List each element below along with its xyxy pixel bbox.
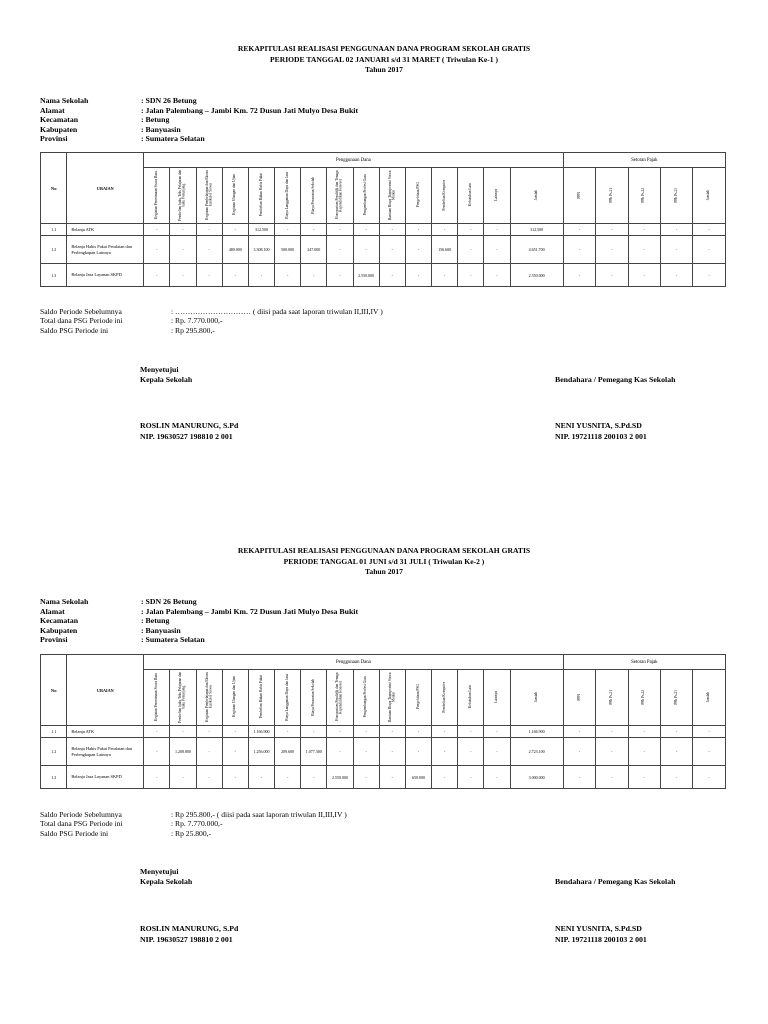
amount-cell: - bbox=[379, 738, 405, 766]
amount-cell: - bbox=[432, 264, 458, 287]
info-label: Provinsi bbox=[40, 635, 68, 645]
col-header bbox=[170, 168, 196, 224]
col-header-label: Bantuan Biaya Transportasi Siswa Miskin bbox=[387, 672, 396, 722]
amount-cell: - bbox=[170, 766, 196, 789]
tax-cell: - bbox=[628, 766, 660, 789]
amount-cell: 3.308.100 bbox=[248, 236, 274, 264]
col-header-label: Pembelian Komputer bbox=[441, 179, 446, 211]
amount-cell: 480.000 bbox=[222, 236, 248, 264]
amount-cell: - bbox=[405, 264, 431, 287]
col-header bbox=[379, 670, 405, 726]
report-period: PERIODE TANGGAL 01 JUNI s/d 31 JULI ( Triwulan Ke-2 ) bbox=[283, 556, 485, 566]
amount-cell: 2.550.000 bbox=[510, 264, 563, 287]
col-header-label: Honorarium Pendidik dan Tenaga Kependidikan Honorer bbox=[335, 170, 343, 220]
col-header-label: Lainnya bbox=[494, 189, 499, 201]
amount-cell: - bbox=[222, 766, 248, 789]
saldo-label: Total dana PSG Periode ini bbox=[40, 316, 123, 326]
treasurer-nip: NIP. 19721118 200103 2 001 bbox=[555, 432, 647, 441]
amount-cell: 650.000 bbox=[405, 766, 431, 789]
col-header bbox=[353, 168, 379, 224]
col-header bbox=[222, 670, 248, 726]
amount-cell: - bbox=[144, 224, 170, 236]
school-info bbox=[40, 597, 358, 645]
school-info bbox=[40, 96, 358, 144]
saldo-value: : Rp 295.800,- bbox=[171, 325, 215, 335]
saldo-label: Total dana PSG Periode ini bbox=[40, 819, 123, 829]
saldo-block bbox=[40, 307, 383, 335]
amount-cell: - bbox=[275, 264, 301, 287]
treasurer-name: NENI YUSNITA, S.Pd.SD bbox=[555, 924, 642, 933]
col-header-label: Kegiatan Pembelajaran dan Ekstra kurikuler Siswa bbox=[204, 672, 213, 722]
amount-cell: 1.166.900 bbox=[248, 726, 274, 738]
info-value: : SDN 26 Betung bbox=[141, 597, 197, 606]
col-header-label: Biaya Perawatan Sekolah bbox=[311, 678, 315, 716]
amount-cell: - bbox=[222, 224, 248, 236]
amount-cell: - bbox=[144, 766, 170, 789]
amount-cell: - bbox=[222, 738, 248, 766]
col-uraian: URAIAN bbox=[67, 153, 144, 224]
col-header-label: Lainnya bbox=[494, 691, 499, 703]
report-year: Tahun 2017 bbox=[365, 65, 403, 75]
amount-cell: - bbox=[458, 766, 484, 789]
amount-cell: - bbox=[248, 264, 274, 287]
col-header-label: Pembelian Komputer bbox=[441, 681, 446, 713]
row-uraian: Belanja ATK bbox=[67, 726, 144, 738]
tax-cell: - bbox=[596, 766, 628, 789]
col-header-label: Kegiatan Penerimaan Siswa Baru bbox=[153, 170, 158, 220]
amount-cell: - bbox=[484, 766, 510, 789]
header-row bbox=[41, 670, 726, 726]
col-header-label: Kebutuhan Lain bbox=[468, 685, 473, 709]
report-title: REKAPITULASI REALISASI PENGGUNAAN DANA PROGRAM SEKOLAH GRATIS bbox=[237, 546, 531, 555]
info-label: Kabupaten bbox=[40, 124, 78, 134]
tax-cell: - bbox=[693, 738, 726, 766]
amount-cell: - bbox=[458, 236, 484, 264]
amount-cell: - bbox=[484, 224, 510, 236]
amount-cell: - bbox=[275, 766, 301, 789]
table-row bbox=[41, 236, 726, 264]
info-label: Nama Sekolah bbox=[40, 597, 89, 606]
table-row bbox=[41, 264, 726, 287]
row-number: 1.3 bbox=[41, 766, 67, 789]
tax-col-header-label: PPh Ps.21 bbox=[609, 689, 614, 705]
amount-cell: - bbox=[405, 738, 431, 766]
col-header-label: Pengembangan Profesi Guru bbox=[363, 174, 368, 216]
col-header bbox=[222, 168, 248, 224]
table-row bbox=[41, 726, 726, 738]
tax-cell: - bbox=[563, 766, 595, 789]
tax-col-header bbox=[563, 168, 595, 224]
amount-cell: - bbox=[170, 236, 196, 264]
row-number: 1.2 bbox=[41, 236, 67, 264]
col-header bbox=[510, 168, 563, 224]
tax-col-header bbox=[661, 168, 693, 224]
amount-cell: - bbox=[222, 726, 248, 738]
info-value: : SDN 26 Betung bbox=[141, 96, 197, 105]
head-nip: NIP. 19630527 198810 2 001 bbox=[140, 935, 233, 944]
info-label: Kecamatan bbox=[40, 115, 79, 125]
tax-cell: - bbox=[693, 264, 726, 287]
saldo-value: : Rp 25.800,- bbox=[171, 828, 212, 838]
col-header-label: Kegiatan Penerimaan Siswa Baru bbox=[153, 672, 158, 722]
tax-col-header-label: PPN bbox=[576, 693, 581, 701]
col-header bbox=[144, 168, 170, 224]
group-setoran-pajak: Setoran Pajak bbox=[563, 655, 725, 670]
col-header-label: Kegiatan Pembelajaran dan Ekstra kurikuler Siswa bbox=[204, 170, 213, 220]
amount-cell: - bbox=[301, 766, 327, 789]
col-header bbox=[405, 168, 431, 224]
tax-cell: - bbox=[563, 264, 595, 287]
approve-label: Menyetujui bbox=[140, 365, 179, 374]
tax-col-header-label: PPh Ps.23 bbox=[673, 187, 678, 203]
tax-cell: - bbox=[661, 738, 693, 766]
col-header bbox=[379, 168, 405, 224]
col-header-label: Pembelian Bahan Habis Pakai bbox=[258, 675, 263, 719]
amount-cell: - bbox=[432, 726, 458, 738]
col-header bbox=[248, 670, 274, 726]
col-header bbox=[484, 670, 510, 726]
group-penggunaan-dana: Penggunaan Dana bbox=[144, 153, 563, 168]
table-row bbox=[41, 738, 726, 766]
amount-cell: - bbox=[353, 236, 379, 264]
amount-cell: - bbox=[327, 726, 353, 738]
col-header-label: Biaya Perawatan Sekolah bbox=[311, 176, 315, 214]
header-row bbox=[41, 168, 726, 224]
group-setoran-pajak: Setoran Pajak bbox=[563, 153, 725, 168]
amount-cell: 209.600 bbox=[275, 738, 301, 766]
amount-cell: - bbox=[458, 224, 484, 236]
tax-cell: - bbox=[563, 236, 595, 264]
col-header bbox=[458, 168, 484, 224]
amount-cell: - bbox=[327, 236, 353, 264]
tax-col-header-label: PPN bbox=[576, 191, 581, 199]
tax-cell: - bbox=[596, 738, 628, 766]
expense-table bbox=[40, 152, 726, 287]
tax-cell: - bbox=[563, 738, 595, 766]
table-body bbox=[41, 224, 726, 287]
tax-col-header bbox=[596, 168, 628, 224]
col-header-label: Kegiatan Ulangan dan Ujian bbox=[232, 676, 237, 718]
col-header bbox=[327, 168, 353, 224]
info-label: Kecamatan bbox=[40, 616, 79, 626]
tax-col-header bbox=[661, 670, 693, 726]
tax-col-header bbox=[693, 670, 726, 726]
amount-cell: - bbox=[353, 726, 379, 738]
tax-cell: - bbox=[628, 264, 660, 287]
col-header bbox=[275, 670, 301, 726]
amount-cell: - bbox=[327, 738, 353, 766]
amount-cell: - bbox=[379, 264, 405, 287]
col-header-label: Pengembangan Profesi Guru bbox=[363, 676, 368, 718]
tax-col-header-label: Jumlah bbox=[706, 189, 711, 201]
col-header bbox=[405, 670, 431, 726]
amount-cell: - bbox=[405, 236, 431, 264]
amount-cell: - bbox=[379, 224, 405, 236]
amount-cell: - bbox=[353, 224, 379, 236]
table-body bbox=[41, 726, 726, 789]
amount-cell: - bbox=[458, 264, 484, 287]
tax-cell: - bbox=[628, 726, 660, 738]
amount-cell: - bbox=[144, 264, 170, 287]
col-no: No bbox=[41, 153, 67, 224]
head-title: Kepala Sekolah bbox=[140, 375, 193, 384]
saldo-value: : Rp. 7.770.000,- bbox=[171, 316, 223, 326]
row-number: 1.1 bbox=[41, 726, 67, 738]
amount-cell: 1.256.000 bbox=[248, 738, 274, 766]
amount-cell: - bbox=[301, 224, 327, 236]
tax-col-header bbox=[563, 670, 595, 726]
group-penggunaan-dana: Penggunaan Dana bbox=[144, 655, 563, 670]
tax-col-header bbox=[596, 670, 628, 726]
col-header bbox=[144, 670, 170, 726]
tax-col-header-label: PPh Ps.22 bbox=[641, 187, 646, 203]
amount-cell: - bbox=[144, 236, 170, 264]
saldo-label: Saldo PSG Periode ini bbox=[40, 325, 109, 335]
amount-cell: 247.000 bbox=[301, 236, 327, 264]
info-value: : Banyuasin bbox=[141, 124, 181, 134]
col-header-label: Bantuan Biaya Transportasi Siswa Miskin bbox=[387, 170, 396, 220]
col-header-label: Kebutuhan Lain bbox=[468, 183, 473, 207]
col-header-label: Kegiatan Ulangan dan Ujian bbox=[232, 174, 237, 216]
row-uraian: Belanja ATK bbox=[67, 224, 144, 236]
col-header bbox=[353, 670, 379, 726]
expense-table bbox=[40, 654, 726, 789]
info-label: Alamat bbox=[40, 606, 65, 616]
tax-cell: - bbox=[563, 224, 595, 236]
col-no: No bbox=[41, 655, 67, 726]
info-label: Provinsi bbox=[40, 134, 68, 144]
tax-col-header bbox=[693, 168, 726, 224]
table-row bbox=[41, 766, 726, 789]
tax-cell: - bbox=[661, 726, 693, 738]
amount-cell: - bbox=[196, 264, 222, 287]
treasurer-title: Bendahara / Pemegang Kas Sekolah bbox=[555, 877, 676, 886]
amount-cell: - bbox=[196, 766, 222, 789]
tax-col-header bbox=[628, 168, 660, 224]
col-header-label: Biaya Langganan Daya dan Jasa bbox=[284, 171, 289, 219]
amount-cell: - bbox=[353, 738, 379, 766]
amount-cell: 2.550.000 bbox=[353, 264, 379, 287]
row-uraian: Belanja Habis Pakai Peralatan dan Perlengkapan Lainnya bbox=[67, 236, 144, 264]
tax-cell: - bbox=[628, 236, 660, 264]
col-header bbox=[301, 670, 327, 726]
tax-col-header-label: PPh Ps.22 bbox=[641, 689, 646, 705]
treasurer-title: Bendahara / Pemegang Kas Sekolah bbox=[555, 375, 676, 384]
info-value: : Betung bbox=[141, 616, 170, 626]
info-label: Nama Sekolah bbox=[40, 96, 89, 105]
tax-cell: - bbox=[628, 738, 660, 766]
col-header bbox=[484, 168, 510, 224]
treasurer-nip: NIP. 19721118 200103 2 001 bbox=[555, 935, 647, 944]
approve-label: Menyetujui bbox=[140, 867, 179, 876]
head-title: Kepala Sekolah bbox=[140, 877, 193, 886]
amount-cell: - bbox=[275, 224, 301, 236]
amount-cell: - bbox=[170, 726, 196, 738]
tax-cell: - bbox=[661, 236, 693, 264]
tax-cell: - bbox=[596, 264, 628, 287]
col-header bbox=[510, 670, 563, 726]
tax-col-header-label: Jumlah bbox=[706, 691, 711, 703]
col-header bbox=[196, 670, 222, 726]
col-header bbox=[432, 168, 458, 224]
tax-cell: - bbox=[661, 766, 693, 789]
info-value: : Jalan Palembang – Jambi Km. 72 Dusun Jati Mulyo Desa Bukit bbox=[141, 105, 359, 115]
saldo-label: Saldo Periode Sebelumnya bbox=[40, 810, 122, 819]
col-header-label: Jumlah bbox=[533, 691, 538, 703]
amount-cell: - bbox=[353, 766, 379, 789]
treasurer-name: NENI YUSNITA, S.Pd.SD bbox=[555, 421, 642, 430]
amount-cell: - bbox=[275, 726, 301, 738]
tax-col-header bbox=[628, 670, 660, 726]
amount-cell: - bbox=[379, 766, 405, 789]
col-header-label: Pengelolaan PSG bbox=[415, 684, 420, 710]
saldo-value: : ………………………… ( diisi pada saat laporan triwulan II,III,IV ) bbox=[171, 307, 383, 316]
report-title: REKAPITULASI REALISASI PENGGUNAAN DANA PROGRAM SEKOLAH GRATIS bbox=[237, 44, 531, 53]
row-number: 1.1 bbox=[41, 224, 67, 236]
saldo-value: : Rp 295.800,- ( diisi pada saat laporan triwulan II,III,IV ) bbox=[171, 810, 347, 819]
row-uraian: Belanja Habis Pakai Peralatan dan Perlengkapan Lainnya bbox=[67, 738, 144, 766]
col-header bbox=[301, 168, 327, 224]
tax-cell: - bbox=[693, 236, 726, 264]
col-header bbox=[432, 670, 458, 726]
col-header bbox=[196, 168, 222, 224]
col-header bbox=[327, 670, 353, 726]
col-header-label: Honorarium Pendidik dan Tenaga Kependidikan Honorer bbox=[335, 672, 343, 722]
info-value: : Betung bbox=[141, 115, 170, 125]
tax-cell: - bbox=[628, 224, 660, 236]
amount-cell: 312.500 bbox=[248, 224, 274, 236]
tax-cell: - bbox=[596, 236, 628, 264]
col-header-label: Pembelian buku Teks Pelajaran dan buku Penunjang bbox=[178, 169, 186, 221]
tax-cell: - bbox=[693, 224, 726, 236]
col-header-label: Pembelian Bahan Habis Pakai bbox=[258, 173, 263, 217]
info-label: Alamat bbox=[40, 105, 65, 115]
report-triwulan-1 bbox=[0, 44, 768, 441]
amount-cell: - bbox=[222, 264, 248, 287]
amount-cell: - bbox=[327, 264, 353, 287]
amount-cell: - bbox=[432, 224, 458, 236]
report-period: PERIODE TANGGAL 02 JANUARI s/d 31 MARET ( Triwulan Ke-1 ) bbox=[270, 54, 498, 64]
amount-cell: - bbox=[196, 224, 222, 236]
tax-cell: - bbox=[596, 224, 628, 236]
info-value: : Jalan Palembang – Jambi Km. 72 Dusun Jati Mulyo Desa Bukit bbox=[141, 606, 359, 616]
amount-cell: 3.000.000 bbox=[510, 766, 563, 789]
amount-cell: - bbox=[458, 726, 484, 738]
saldo-label: Saldo PSG Periode ini bbox=[40, 828, 109, 838]
amount-cell: - bbox=[248, 766, 274, 789]
table-row bbox=[41, 224, 726, 236]
amount-cell: 4.651.700 bbox=[510, 236, 563, 264]
amount-cell: - bbox=[484, 264, 510, 287]
info-label: Kabupaten bbox=[40, 625, 78, 635]
amount-cell: - bbox=[327, 224, 353, 236]
row-number: 1.3 bbox=[41, 264, 67, 287]
amount-cell: - bbox=[432, 738, 458, 766]
amount-cell: - bbox=[301, 264, 327, 287]
tax-cell: - bbox=[661, 224, 693, 236]
tax-cell: - bbox=[693, 766, 726, 789]
report-triwulan-2 bbox=[0, 546, 768, 944]
row-uraian: Belanja Jasa Layanan SKPD bbox=[67, 264, 144, 287]
amount-cell: 2.550.000 bbox=[327, 766, 353, 789]
amount-cell: - bbox=[144, 726, 170, 738]
info-value: : Sumatera Selatan bbox=[141, 635, 205, 645]
tax-cell: - bbox=[563, 726, 595, 738]
row-uraian: Belanja Jasa Layanan SKPD bbox=[67, 766, 144, 789]
info-value: : Banyuasin bbox=[141, 625, 181, 635]
amount-cell: - bbox=[405, 726, 431, 738]
tax-col-header-label: PPh Ps.23 bbox=[673, 689, 678, 705]
col-header bbox=[248, 168, 274, 224]
amount-cell: - bbox=[458, 738, 484, 766]
amount-cell: - bbox=[484, 236, 510, 264]
amount-cell: 312.500 bbox=[510, 224, 563, 236]
col-header-label: Pembelian buku Teks Pelajaran dan buku Penunjang bbox=[178, 671, 186, 723]
col-header bbox=[275, 168, 301, 224]
amount-cell: - bbox=[144, 738, 170, 766]
info-value: : Sumatera Selatan bbox=[141, 134, 205, 144]
amount-cell: - bbox=[484, 738, 510, 766]
amount-cell: - bbox=[379, 236, 405, 264]
col-header-label: Jumlah bbox=[533, 189, 538, 201]
row-number: 1.2 bbox=[41, 738, 67, 766]
amount-cell: 1.077.300 bbox=[301, 738, 327, 766]
tax-cell: - bbox=[693, 726, 726, 738]
col-header bbox=[170, 670, 196, 726]
saldo-value: : Rp. 7.770.000,- bbox=[171, 819, 223, 829]
report-year: Tahun 2017 bbox=[365, 567, 403, 577]
tax-cell: - bbox=[596, 726, 628, 738]
amount-cell: 500.000 bbox=[275, 236, 301, 264]
amount-cell: - bbox=[484, 726, 510, 738]
amount-cell: 1.208.800 bbox=[170, 738, 196, 766]
amount-cell: - bbox=[196, 726, 222, 738]
saldo-block bbox=[40, 810, 347, 838]
col-header-label: Pengelolaan PSG bbox=[415, 182, 420, 208]
col-uraian: URAIAN bbox=[67, 655, 144, 726]
amount-cell: 156.600 bbox=[432, 236, 458, 264]
tax-cell: - bbox=[661, 264, 693, 287]
amount-cell: - bbox=[379, 726, 405, 738]
amount-cell: 2.723.100 bbox=[510, 738, 563, 766]
tax-col-header-label: PPh Ps.21 bbox=[609, 187, 614, 203]
amount-cell: - bbox=[301, 726, 327, 738]
amount-cell: - bbox=[170, 264, 196, 287]
col-header bbox=[458, 670, 484, 726]
col-header-label: Biaya Langganan Daya dan Jasa bbox=[284, 673, 289, 721]
head-name: ROSLIN MANURUNG, S.Pd bbox=[140, 421, 239, 430]
amount-cell: - bbox=[170, 224, 196, 236]
head-nip: NIP. 19630527 198810 2 001 bbox=[140, 432, 233, 441]
saldo-label: Saldo Periode Sebelumnya bbox=[40, 307, 122, 316]
amount-cell: - bbox=[196, 236, 222, 264]
amount-cell: - bbox=[432, 766, 458, 789]
amount-cell: - bbox=[196, 738, 222, 766]
amount-cell: - bbox=[405, 224, 431, 236]
amount-cell: 1.166.900 bbox=[510, 726, 563, 738]
head-name: ROSLIN MANURUNG, S.Pd bbox=[140, 924, 239, 933]
